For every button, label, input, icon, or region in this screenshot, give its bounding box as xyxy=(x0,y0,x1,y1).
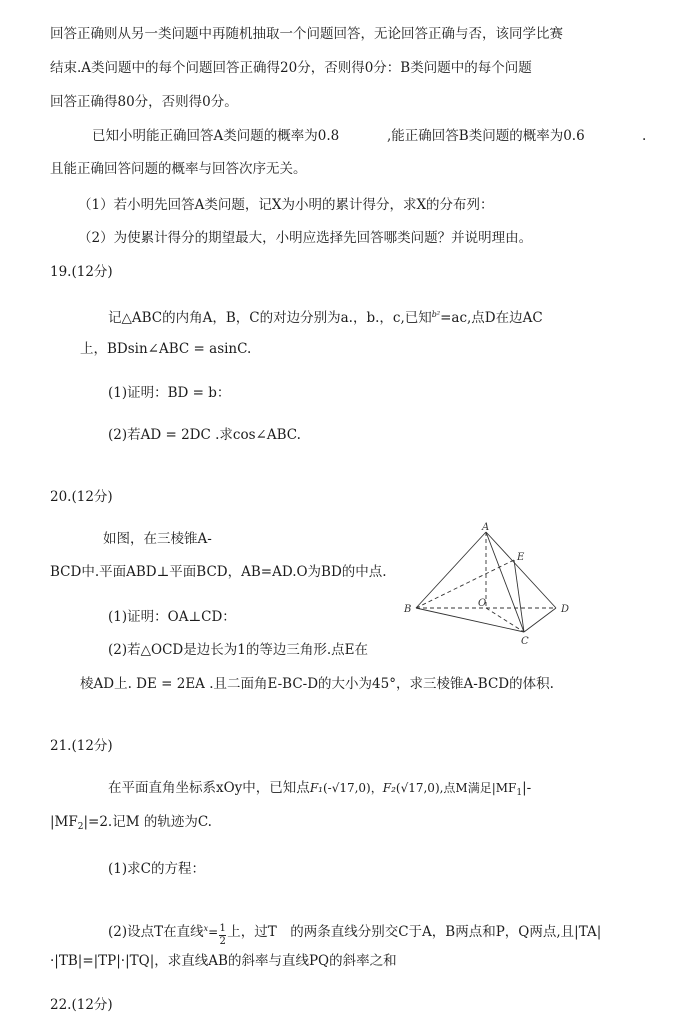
q18-line-4a: 已知小明能正确回答A类问题的概率为0.8 xyxy=(92,128,340,144)
edge-AD xyxy=(486,532,556,608)
b-squared-term: b² xyxy=(431,310,441,319)
edge-BC xyxy=(416,608,524,632)
q20-part-2a: (2)若△OCD是边长为1的等边三角形.点E在 xyxy=(108,642,368,658)
q21-part-1: (1)求C的方程： xyxy=(108,861,205,877)
q20-stem-2: BCD中.平面ABD⊥平面BCD，AB=AD.O为BD的中点. xyxy=(50,564,387,580)
q22-header: 22.(12分) xyxy=(50,997,113,1013)
q19-stem-1: 记△ABC的内角A，B，C的对边分别为a.，b.，c,已知$^{b^2}$=ac,点D在边AC xyxy=(108,310,543,326)
q18-line-2: 结束.A类问题中的每个问题回答正确得20分，否则得0分：B类问题中的每个问题 xyxy=(50,60,532,76)
segment-EC xyxy=(514,560,524,632)
q18-line-4b: ,能正确回答B类问题的概率为0.6 xyxy=(387,128,585,144)
label-D: D xyxy=(561,604,570,615)
edge-AC xyxy=(486,532,524,632)
q20-part-1: (1)证明：OA⊥CD： xyxy=(108,609,236,625)
q19-part-1: (1)证明：BD = b： xyxy=(108,385,231,401)
q20-stem-1: 如图，在三棱锥A- xyxy=(103,531,212,547)
F2-label: F₂ xyxy=(382,781,396,795)
q18-line-4c: . xyxy=(642,128,647,144)
q21-stem-2: $|MF_2|=2$.记M 的轨迹为C. xyxy=(50,814,212,832)
q20-header: 20.(12分) xyxy=(50,489,113,505)
label-C: C xyxy=(521,636,529,647)
label-E: E xyxy=(517,552,525,563)
segment-OC-hidden xyxy=(486,608,524,632)
q20-part-2b: 棱AD上. DE = 2EA .且二面角E-BC-D的大小为45°，求三棱锥A-BCD的体积. xyxy=(80,676,554,692)
q21-stem-1: 在平面直角坐标系xOy中，已知点F₁(-√17,0)，F₂(√17,0),点M满足$|MF_1|-$ xyxy=(108,780,532,798)
pyramid-figure xyxy=(396,522,582,652)
q19-stem-2: 上，BDsin∠ABC = asinC. xyxy=(80,341,252,357)
q18-line-3: 回答正确得80分，否则得0分。 xyxy=(50,94,238,110)
q21-part-2a: (2)设点T在直线$^x$= $\frac{1}{2}$ 上，过T 的两条直线分别交C于A，B两点和P，Q两点,且|TA| xyxy=(108,923,602,947)
q21-header: 21.(12分) xyxy=(50,738,113,754)
label-A: A xyxy=(482,522,490,533)
q19-header: 19.(12分) xyxy=(50,264,113,280)
x-variable: x xyxy=(203,924,209,933)
edge-CD xyxy=(524,608,556,632)
one-half-fraction: $\frac{1}{2}$ xyxy=(219,923,226,947)
q18-part-2: （2）为使累计得分的期望最大，小明应选择先回答哪类问题？并说明理由。 xyxy=(78,230,533,246)
F1-label: F₁ xyxy=(309,781,323,795)
label-B: B xyxy=(404,604,412,615)
q19-part-2: (2)若AD = 2DC .求cos∠ABC. xyxy=(108,427,301,443)
segment-BE-hidden xyxy=(416,560,514,608)
q18-part-1: （1）若小明先回答A类问题，记X为小明的累计得分，求X的分布列： xyxy=(78,197,494,213)
q18-line-5: 且能正确回答问题的概率与回答次序无关。 xyxy=(50,161,307,177)
q18-line-1: 回答正确则从另一类问题中再随机抽取一个问题回答，无论回答正确与否，该同学比赛 xyxy=(50,26,563,42)
label-O: O xyxy=(478,598,487,609)
edge-AB xyxy=(416,532,486,608)
q21-part-2c: ·|TB|=|TP|·|TQ|，求直线AB的斜率与直线PQ的斜率之和 xyxy=(50,953,397,969)
